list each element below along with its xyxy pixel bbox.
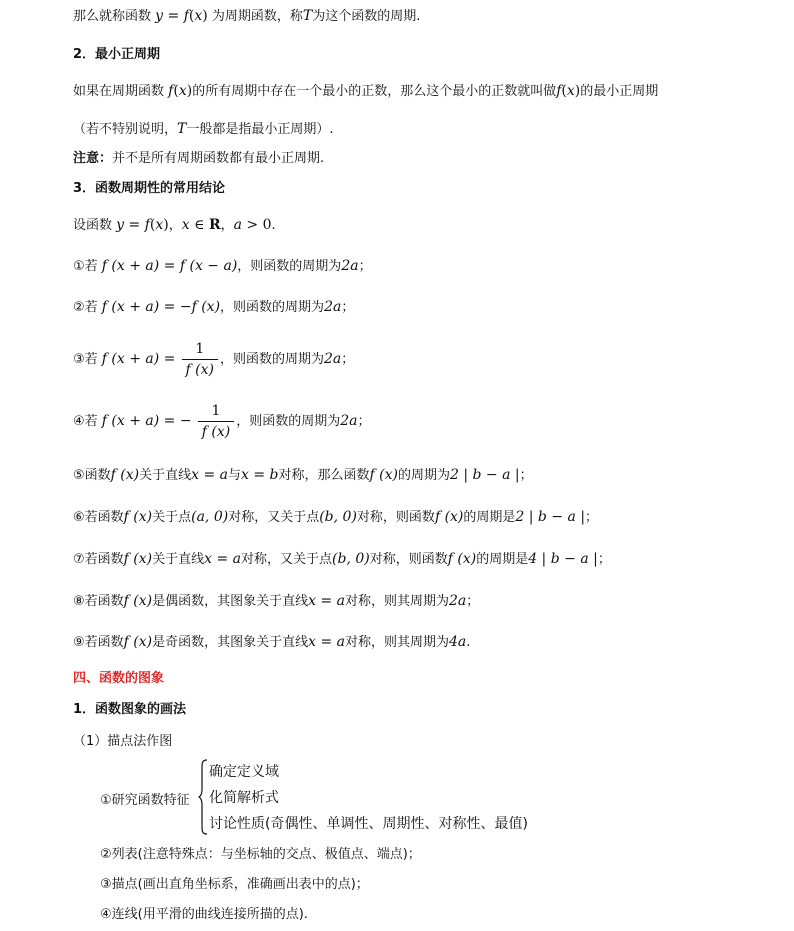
text: ； (341, 352, 355, 367)
formula: f (x) (447, 551, 477, 567)
conclusion-item-8 (73, 592, 479, 611)
period-value: 2a (324, 351, 342, 367)
formula-f: f (183, 8, 189, 24)
formula: x = a (308, 634, 345, 650)
formula-x: x (181, 217, 190, 233)
section-number: 2． (73, 47, 96, 62)
formula: x = a (191, 467, 228, 483)
fraction-denominator: f (x) (201, 424, 231, 440)
text: （若不特别说明， (73, 122, 178, 137)
conclusion-item-7 (73, 550, 611, 569)
subsection-heading-graph-drawing (73, 701, 186, 719)
section-heading-min-period (73, 46, 160, 64)
conclusion-item-3 (73, 340, 354, 379)
item-mark: ⑦若函数 (73, 552, 124, 567)
text-line-min-period-note (73, 120, 334, 139)
conclusion-item-2 (73, 298, 354, 317)
formula-x: x (178, 83, 187, 99)
section-title: 函数图象的画法 (95, 702, 187, 717)
text: ； (519, 468, 533, 483)
fraction (198, 402, 234, 441)
formula: (a, 0) (191, 509, 229, 525)
text: 的周期是 (476, 552, 529, 567)
item-mark: ③若 (73, 352, 98, 367)
section-number: 3． (73, 181, 96, 196)
text: ， (220, 218, 234, 233)
step-connect-points: ④连线(用平滑的曲线连接所描的点). (100, 907, 308, 922)
text: 的周期为 (397, 468, 450, 483)
text: 为周期函数，称 (211, 9, 303, 24)
text: 的所有周期中存在一个最小的正数，那么这个最小的正数就叫做 (192, 84, 557, 99)
formula-gt: > 0 (241, 217, 272, 233)
brace-item: 化简解析式 (209, 790, 279, 806)
brace-item: 确定定义域 (209, 764, 279, 780)
formula: f (x) (434, 509, 464, 525)
formula: x = a (308, 593, 345, 609)
period-value: 2a (340, 413, 358, 429)
formula-x: x (155, 217, 164, 233)
period-value: 2 | b − a | (515, 509, 586, 525)
text: 是奇函数，其图象关于直线 (152, 635, 309, 650)
period-value: 4 | b − a | (528, 551, 598, 567)
formula: (b, 0) (332, 551, 370, 567)
formula: f (x + a) = f (x − a) (101, 258, 238, 274)
formula: f (x + a) = (101, 351, 176, 367)
text: ； (466, 594, 480, 609)
text: 对称，则其周期为 (345, 635, 450, 650)
formula-T: T (177, 121, 187, 137)
formula: f (x) (369, 467, 398, 483)
text: 为这个函数的周期. (312, 9, 421, 24)
formula: f (x + a) = −f (x) (101, 299, 221, 315)
text: ； (585, 510, 599, 525)
text: ，则函数的周期为 (220, 352, 325, 367)
brace-item: 讨论性质(奇偶性、单调性、周期性、对称性、最值) (209, 816, 528, 832)
note-label: 注意： (73, 151, 113, 166)
step-list-table: ②列表(注意特殊点：与坐标轴的交点、极值点、端点)； (100, 847, 421, 862)
text: 是偶函数，其图象关于直线 (152, 594, 309, 609)
formula: f (x + a) = − (101, 413, 192, 429)
text: ，则函数的周期为 (236, 414, 341, 429)
text: ； (597, 552, 611, 567)
item-mark: ⑤函数 (73, 468, 111, 483)
conclusion-item-6 (73, 508, 598, 527)
conclusion-item-9 (73, 633, 470, 652)
text: 对称，则其周期为 (345, 594, 450, 609)
formula-R: R (208, 217, 221, 233)
step-plot-points: ③描点(画出直角坐标系，准确画出表中的点)； (100, 877, 369, 892)
item-mark: ⑧若函数 (73, 594, 124, 609)
formula-eq: = (124, 217, 145, 233)
conclusion-item-4 (73, 402, 370, 441)
section-heading-period-conclusions (73, 180, 225, 198)
text: 关于直线 (139, 468, 192, 483)
item-mark: ④若 (73, 414, 98, 429)
text: 对称，则函数 (369, 552, 448, 567)
fraction-numerator: 1 (182, 340, 218, 360)
formula: f (x) (123, 551, 153, 567)
text: ； (341, 300, 355, 315)
text: 对称，则函数 (356, 510, 435, 525)
text: . (466, 635, 471, 650)
text: 的最小正周期 (580, 84, 659, 99)
text: ； (358, 259, 372, 274)
formula-f: f (556, 83, 562, 99)
formula-in: ∈ (189, 217, 209, 233)
text: 一般都是指最小正周期）. (186, 122, 334, 137)
brace-label: ①研究函数特征 (100, 793, 190, 808)
text: 关于直线 (152, 552, 205, 567)
text: 的周期是 (463, 510, 516, 525)
formula: f (x) (123, 593, 153, 609)
formula: f (x) (123, 634, 153, 650)
period-value: 2a (341, 258, 359, 274)
conclusion-item-5 (73, 466, 533, 485)
period-value: 2a (449, 593, 467, 609)
formula: f (x) (123, 509, 153, 525)
period-value: 4a (449, 634, 467, 650)
section-number: 1． (73, 702, 96, 717)
formula-a: a (233, 217, 242, 233)
text: ； (357, 414, 371, 429)
formula-x: x (566, 83, 575, 99)
formula: x = a (204, 551, 241, 567)
formula: x = b (241, 467, 279, 483)
text: 关于点 (152, 510, 192, 525)
item-mark: ⑥若函数 (73, 510, 124, 525)
sub-heading-point-plotting: （1）描点法作图 (73, 734, 173, 749)
item-mark: ②若 (73, 300, 98, 315)
text: 对称，又关于点 (241, 552, 333, 567)
text: 对称，那么函数 (278, 468, 370, 483)
text: 如果在周期函数 (73, 84, 165, 99)
left-brace-icon (198, 759, 208, 835)
formula: f (x) (110, 467, 140, 483)
text: . (271, 218, 276, 233)
period-value: 2 | b − a | (450, 467, 520, 483)
formula-y: y (155, 8, 164, 24)
formula-f: f (168, 83, 174, 99)
text: ，则函数的周期为 (237, 259, 342, 274)
text: ， (168, 218, 182, 233)
fraction-denominator: f (x) (185, 362, 214, 378)
fraction (182, 340, 218, 379)
text: 对称，又关于点 (228, 510, 320, 525)
text-line-periodic-def: 那么就称函数 y = f(x) 为周期函数，称T为这个函数的周期. (73, 8, 421, 24)
fraction-numerator: 1 (198, 402, 234, 422)
formula-eq: = (163, 8, 184, 24)
formula-x: x (194, 8, 203, 24)
item-mark: ⑨若函数 (73, 635, 124, 650)
text-line-min-period-def: 如果在周期函数 f(x)的所有周期中存在一个最小的正数，那么这个最小的正数就叫做f(x)的最小正周期 (73, 83, 659, 99)
section-title: 函数周期性的常用结论 (95, 181, 226, 196)
period-value: 2a (324, 299, 342, 315)
conclusion-item-1 (73, 257, 372, 276)
formula: (b, 0) (319, 509, 357, 525)
note-line (73, 150, 324, 168)
text: ，则函数的周期为 (220, 300, 325, 315)
section-title: 最小正周期 (95, 47, 161, 62)
text: 那么就称函数 (73, 9, 152, 24)
section-heading-function-graph: 四、函数的图象 (73, 671, 165, 686)
formula-y: y (116, 217, 125, 233)
text-line-setup: 设函数 y = f(x)，x ∈ R，a > 0. (73, 217, 276, 233)
formula-T: T (302, 8, 313, 24)
formula-f: f (144, 217, 150, 233)
text: 与 (228, 468, 242, 483)
note-text: 并不是所有周期函数都有最小正周期. (112, 151, 325, 166)
text: 设函数 (73, 218, 113, 233)
item-mark: ①若 (73, 259, 98, 274)
